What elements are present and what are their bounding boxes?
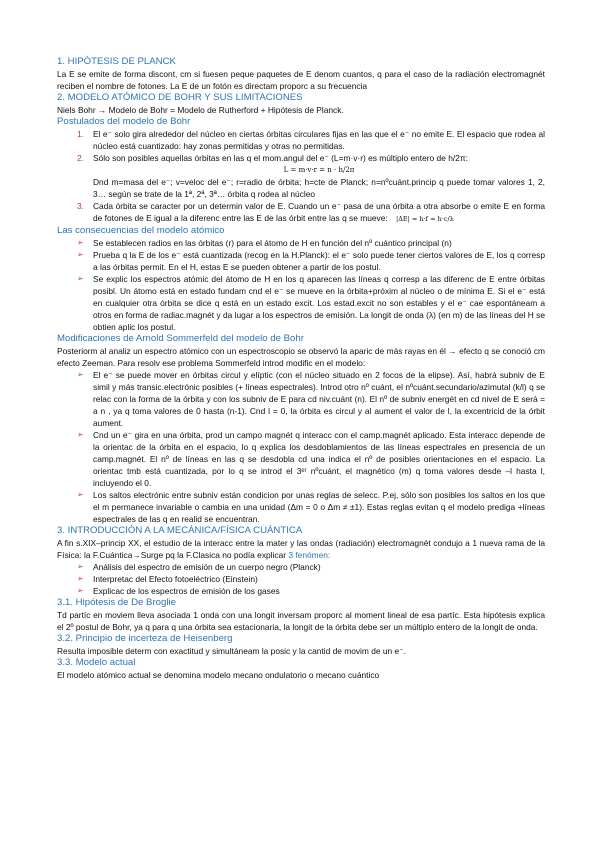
list-item: [57, 573, 545, 585]
formula-energia-foton: |ΔE| = h·f = h·c/λ: [396, 215, 454, 223]
arrow-bullet-icon: ➢: [77, 430, 84, 439]
sommerfeld-intro: Posteriorm al analiz un espectro atómico con un espectroscopio se observó la aparic de más rayas en él → efecto q se conoció cm efecto Zeeman. Para resolv ese problema Sommerfeld introd modific en el modelo:: [57, 346, 545, 368]
arrow-bullet-icon: ➢: [77, 574, 84, 583]
arrow-bullet-icon: ➢: [77, 490, 84, 499]
postulado-item: [57, 200, 545, 225]
list-item: [57, 585, 545, 597]
cuantica-intro-highlight: 3 fenómen:: [288, 550, 331, 560]
list-item-text: Interpretac del Efecto fotoeléctrico (Einstein): [93, 574, 258, 584]
postulado-text: Sólo son posibles aquellas órbitas en las q el mom.angul del e⁻ (L=m·v·r) es múltiplo entero de h/2π:: [93, 153, 468, 163]
broglie-text: Td partíc en moviem lleva asociada 1 onda con una longit inversam proporc al moment lineal de esa partíc. Esta hipótesis explica el 2º postul de Bohr, ya q para q una órbita sea estacionaria, la longit de la órbita debe ser un múltiplo entero de la longit de onda.: [57, 610, 545, 632]
fenomenos-list: [57, 561, 545, 597]
bohr-intro: Niels Bohr → Modelo de Bohr = Modelo de Rutherford + Hipótesis de Planck.: [57, 105, 344, 115]
consecuencias-list: [57, 237, 545, 333]
arrow-bullet-icon: ➢: [77, 370, 84, 379]
sommerfeld-list: [57, 369, 545, 525]
subtitle-postulados: Postulados del modelo de Bohr: [57, 116, 191, 127]
section-title-bohr: 2. MODELO ATÓMICO DE BOHR Y SUS LIMITACIONES: [57, 92, 303, 103]
subtitle-modelo-actual: 3.3. Modelo actual: [57, 657, 136, 668]
list-item: [57, 273, 545, 333]
subtitle-broglie: 3.1. Hipótesis de De Broglie: [57, 597, 176, 608]
list-item: [57, 561, 545, 573]
postulado-text: El e⁻ solo gira alrededor del núcleo en ciertas órbitas circulares fijas en las que el e⁻ no emite E. El espacio que rodea al núcleo está cuantizado: hay zonas permitidas y otras no permitidas.: [93, 129, 545, 151]
section-title-planck: 1. HIPÓTESIS DE PLANCK: [57, 56, 176, 67]
list-item: [57, 237, 545, 249]
arrow-bullet-icon: ➢: [77, 586, 84, 595]
list-item-text: Cnd un e⁻ gira en una órbita, prod un campo magnét q interacc con el camp.magnét aplicado. Esta interacc depende de la orientac de la órbita en el espacio, lo q explica los desdoblamientos de las líneas espectrales en presencia de un camp.magnét. El nº de líneas en las q se desdobla cd una indica el nº de posibles orientaciones en el espacio. La orientac tmb está cuantizada, por lo q se introd el 3ᵉʳ nºcuánt, el magnético (m) q toma valores desde –l hasta l, incluyendo el 0.: [93, 430, 545, 488]
postulado-text-continued: Dnd m=masa del e⁻; v=veloc del e⁻; r=radio de órbita; h=cte de Planck; n=nºcuánt.princip q puede tomar valores 1, 2, 3… según se trate de la 1ª, 2ª, 3ª… órbita q rodea al núcleo: [93, 177, 545, 199]
list-number: 2.: [77, 153, 84, 163]
cuantica-intro-text: A fin s.XIX–princip XX, el estudio de la interacc entre la mater y las ondas (radiación) electromagnét condujo a 1 nueva rama de la Física: la F.Cuántica→Surge pq la F.Clasica no podía explicar: [57, 538, 545, 560]
cuantica-intro: [57, 537, 545, 561]
heisenberg-text: Resulta imposible determ con exactitud y simultáneam la posic y la cantid de movim de un e⁻.: [57, 646, 406, 656]
list-item-text: El e⁻ se puede mover en órbitas circul y elíptic (con el núcleo situado en 2 focos de la elipse). Así, habrá subniv de E simil y más transic.electrónic posibles (+ líneas espectrales). Introd otro nº cuánt, el nºcuánt.secundario/azimutal (k/l) q se relac con la forma de la órbita y con los subniv de E para cd niv.cuánt (n). El nº de subniv energét en cd nivel de E será = a n , ya q toma valores de 0 hasta (n-1). Cnd l = 0, la órbita es circul y al aument el valor de l, la excentricid de la órbit aument.: [93, 370, 545, 428]
list-item-text: Prueba q la E de los e⁻ está cuantizada (recog en la H.Planck): el e⁻ solo puede tener ciertos valores de E, los q corresp a las órbitas permit. En el H, estas E se pueden obtener a partir de los postul.: [93, 250, 545, 272]
section-title-cuantica: 3. INTRODUCCIÓN A LA MECÁNICA/FÍSICA CUÁNTICA: [57, 525, 303, 536]
list-item-text: Se explic los espectros atómic del átomo de H en los q aparecen las líneas q corresp a las diferenc de E entre órbitas posibl. Un átomo está en estado fundam cnd el e⁻ se mueve en la órbita+próxim al núcleo o de mínima E. Si el e⁻ está en cualquier otra órbita se dice q está en un estado excit. Los estad.excit no son estables y el e⁻ cae espontáneam a otros en forma de radiac.magnét y da lugar a los espectros de emisión. La longit de onda (λ) (en m) de las líneas del H se obtien aplic los postul.: [93, 274, 545, 332]
arrow-bullet-icon: ➢: [77, 274, 84, 283]
subtitle-consecuencias: Las consecuencias del modelo atómico: [57, 225, 225, 236]
list-item-text: Se establecen radios en las órbitas (r) para el átomo de H en función del nº cuántico principal (n): [93, 238, 452, 248]
arrow-bullet-icon: ➢: [77, 562, 84, 571]
arrow-bullet-icon: ➢: [77, 238, 84, 247]
postulados-list: [57, 128, 545, 225]
arrow-bullet-icon: ➢: [77, 250, 84, 259]
modelo-actual-text: El modelo atómico actual se denomina modelo mecano ondulatorio o mecano cuántico: [57, 670, 380, 680]
list-item-text: Análisis del espectro de emisión de un cuerpo negro (Planck): [93, 562, 321, 572]
document-page: [57, 56, 545, 681]
list-number: 3.: [77, 201, 84, 211]
list-number: 1.: [77, 129, 84, 139]
list-item: [57, 369, 545, 429]
subtitle-heisenberg: 3.2. Principio de incerteza de Heisenberg: [57, 633, 233, 644]
list-item: [57, 249, 545, 273]
postulado-text: Cada órbita se caracter por un determin valor de E. Cuando un e⁻ pasa de una órbita a otra absorbe o emite E en forma de fotones de E igual a la diferenc entre las E de las órbit entre las q se mueve:: [93, 201, 545, 223]
list-item: [57, 489, 545, 525]
list-item: [57, 429, 545, 489]
postulado-item: [57, 152, 545, 200]
planck-text: La E se emite de forma discont, cm si fuesen peque paquetes de E denom cuantos, q para el caso de la radiación electromagnét reciben el nombre de fotones. La E de un fotón es directam proporc a su frecuencia: [57, 69, 545, 91]
formula-momento-angular: L = m·v·r = n · h/2π: [283, 166, 355, 174]
postulado-item: [57, 128, 545, 152]
subtitle-sommerfeld: Modificaciones de Arnold Sommerfeld del modelo de Bohr: [57, 333, 304, 344]
list-item-text: Los saltos electrónic entre subniv están condicion por unas reglas de selecc. P.ej, sólo son posibles los saltos en los que el m permanece invariable o cambia en una unidad (Δm = 0 o Δm ≠ ±1). Estas reglas evitan q el modelo prediga +líneas espectrales de las q en realid se encuentran.: [93, 490, 545, 524]
list-item-text: Explicac de los espectros de emisión de los gases: [93, 586, 280, 596]
